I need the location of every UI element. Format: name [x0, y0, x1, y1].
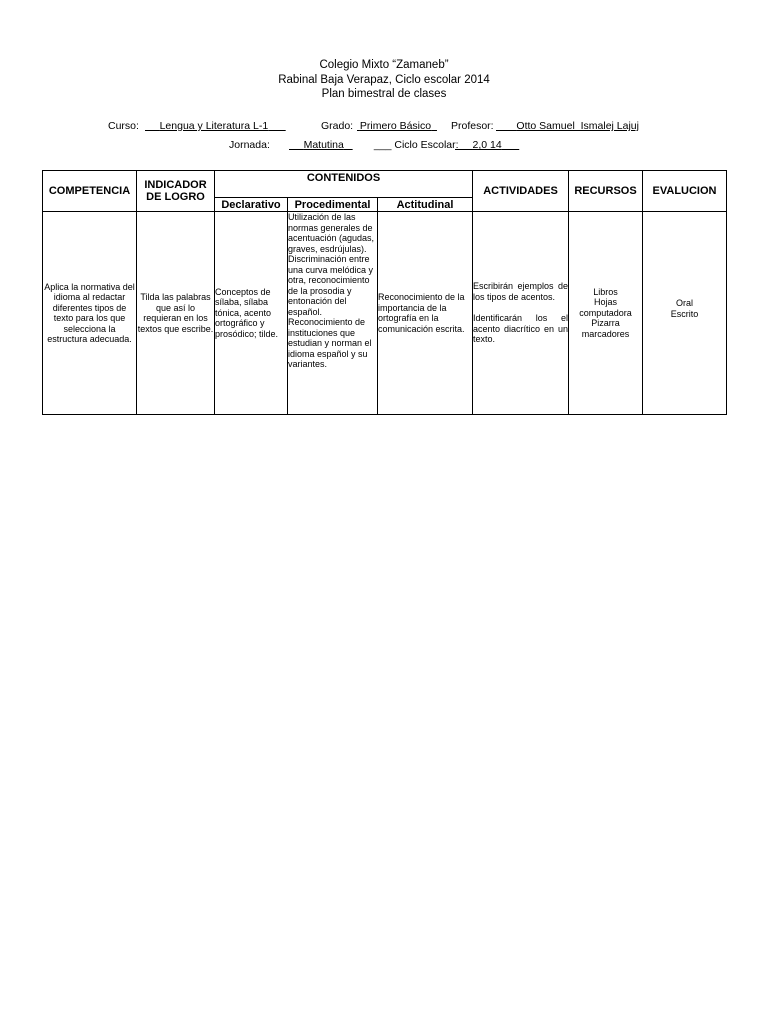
- header-competencia: COMPETENCIA: [43, 171, 137, 212]
- ciclo-value: [455, 139, 519, 151]
- grado-value-text: Primero Básico: [359, 120, 432, 132]
- jornada-value-text: Matutina: [303, 139, 344, 151]
- grado-value: [357, 120, 437, 132]
- school-name: Colegio Mixto “Zamaneb”: [319, 59, 449, 71]
- cell-competencia: Aplica la normativa del idioma al redactar diferentes tipos de texto para los que selecciona la estructura adecuada.: [43, 212, 137, 415]
- subheader-actitudinal: Actitudinal: [378, 198, 473, 212]
- curso-value-text: Lengua y Literatura L-1: [159, 120, 269, 132]
- subheader-declarativo: Declarativo: [215, 198, 288, 212]
- recurso-item: computadora: [579, 307, 632, 318]
- actividad-item: Escribirán ejemplos de los tipos de acentos.: [473, 281, 568, 302]
- cell-procedimental: [288, 212, 378, 415]
- table-row: [43, 212, 727, 415]
- procedimental-item: Utilización de las normas generales de acentuación (agudas, graves, esdrújulas).: [288, 212, 375, 254]
- cell-evaluacion: [643, 212, 727, 415]
- recurso-item: Libros: [593, 286, 618, 297]
- ciclo-label-text: Ciclo Escolar:: [394, 139, 459, 151]
- cell-indicador: Tilda las palabras que así lo requieran en los textos que escribe.: [137, 212, 215, 415]
- recurso-item: Pizarra: [591, 318, 620, 329]
- table-header-row: [43, 171, 727, 198]
- profesor-label: Profesor:: [451, 120, 494, 132]
- header-recursos: RECURSOS: [569, 171, 643, 212]
- plan-title: Plan bimestral de clases: [321, 88, 447, 100]
- school-location-cycle: Rabinal Baja Verapaz, Ciclo escolar 2014: [278, 74, 490, 86]
- header-contenidos: CONTENIDOS: [215, 171, 473, 198]
- procedimental-item: Reconocimiento de instituciones que estudian y norman el idioma español y su variantes.: [288, 317, 372, 369]
- recurso-item: marcadores: [581, 328, 630, 339]
- header-evaluacion: EVALUCION: [643, 171, 727, 212]
- curso-value: [145, 120, 286, 132]
- actividad-item: Identificarán los el acento diacrítico en un texto.: [473, 313, 568, 345]
- evaluacion-item: Escrito: [670, 308, 699, 319]
- lesson-plan-table: [42, 170, 727, 415]
- procedimental-item: Discriminación entre una curva melódica y otra, reconocimiento de la prosodia y entonación del español.: [288, 254, 374, 317]
- ciclo-value-text: 2,0 14: [472, 139, 502, 151]
- cell-recursos: [569, 212, 643, 415]
- header-indicador: INDICADOR DE LOGRO: [137, 171, 215, 212]
- cell-declarativo: Conceptos de sílaba, sílaba tónica, acento ortográfico y prosódico; tilde.: [215, 212, 288, 415]
- recurso-item: Hojas: [593, 297, 617, 308]
- cell-actitudinal: Reconocimiento de la importancia de la ortografía en la comunicación escrita.: [378, 212, 473, 415]
- evaluacion-item: Oral: [675, 298, 693, 308]
- profesor-value: [496, 120, 639, 132]
- header-actividades: ACTIVIDADES: [473, 171, 569, 212]
- actividad-spacer: [473, 302, 568, 313]
- profesor-value-text: Otto Samuel Ismalej Lajuj: [516, 120, 639, 132]
- curso-label: Curso:: [108, 120, 139, 132]
- cell-actividades: [473, 212, 569, 415]
- subheader-procedimental: Procedimental: [288, 198, 378, 212]
- ciclo-label: ___ Ciclo Escolar:: [371, 139, 459, 151]
- grado-label: Grado:: [321, 120, 354, 132]
- jornada-label: Jornada:: [229, 139, 270, 151]
- jornada-value: [289, 139, 353, 151]
